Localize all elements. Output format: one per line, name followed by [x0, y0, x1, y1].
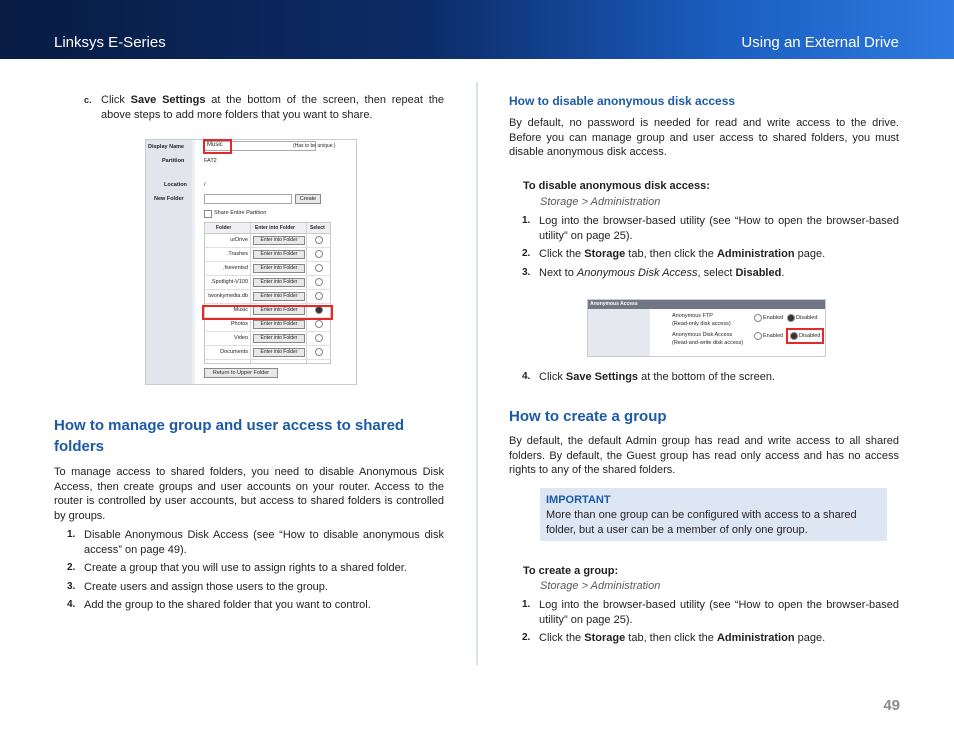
step-text: . [781, 266, 785, 279]
unique-note: (Has to be unique.) [293, 143, 336, 149]
create-button[interactable]: Create [295, 194, 321, 204]
step-text: tab, then click the [625, 632, 717, 645]
select-radio[interactable] [315, 348, 323, 356]
select-radio[interactable] [315, 278, 323, 286]
anonymous-access-screenshot [587, 299, 826, 357]
folder-name: .Trashes [226, 251, 248, 257]
enter-folder-button[interactable]: Enter into Folder [253, 348, 305, 357]
enter-folder-button[interactable]: Enter into Folder [253, 306, 305, 315]
step-number: 1. [522, 215, 531, 226]
enter-folder-button[interactable]: Enter into Folder [253, 292, 305, 301]
return-upper-button[interactable]: Return to Upper Folder [204, 368, 278, 378]
col-folder: Folder [216, 225, 232, 231]
step-number: 3. [67, 580, 76, 592]
step-text: page. [794, 632, 826, 645]
step-text: at the bottom of the screen. [638, 371, 775, 383]
step-number: 1. [67, 529, 76, 540]
select-radio[interactable] [315, 320, 323, 328]
manage-intro: To manage access to shared folders, you need to disable Anonymous Disk Access, then create groups and user accounts on your router. Access to the router is controlled by user accounts, but access to shared folders is controlled by groups. [54, 466, 444, 522]
step-c-pre: Click [101, 94, 131, 106]
folder-name: Documents [220, 349, 248, 355]
enter-folder-button[interactable]: Enter into Folder [253, 334, 305, 343]
step-text: Log into the browser-based utility (see “How to open the browser-based utility” on page 25). [539, 599, 899, 626]
list-item [509, 631, 899, 646]
folder-name: Video [234, 335, 248, 341]
ftp-sub: (Read-only disk access) [672, 321, 731, 327]
important-title: IMPORTANT [546, 494, 611, 506]
create-group-intro: By default, the default Admin group has read and write access to all shared folders. By default, the Guest group has read only access and has no access rights to any of the shared folders. [509, 435, 899, 477]
disk-enabled-radio[interactable] [754, 332, 762, 340]
step-c [54, 93, 444, 122]
list-item [54, 580, 444, 595]
step-text: Disable Anonymous Disk Access (see “How to disable anonymous disk access” on page 49). [84, 529, 444, 556]
disable-path: Storage > Administration [540, 196, 661, 208]
enter-folder-button[interactable]: Enter into Folder [253, 250, 305, 259]
list-item [54, 528, 444, 557]
step-bold: Disabled [735, 266, 782, 279]
list-item [509, 598, 899, 627]
step-number: 1. [522, 599, 531, 610]
list-item [509, 247, 899, 262]
music-row-highlight [202, 305, 333, 320]
disk-sub: (Read-and-write disk access) [672, 340, 744, 346]
step-text: Click [539, 371, 566, 383]
display-name-highlight [203, 139, 232, 154]
table-row [205, 345, 330, 360]
list-item [509, 370, 899, 385]
enter-folder-button[interactable]: Enter into Folder [253, 278, 305, 287]
table-row [205, 247, 330, 262]
step-text: Create a group that you will use to assign rights to a shared folder. [84, 562, 407, 575]
step-text: Next to [539, 266, 577, 279]
select-radio[interactable] [315, 236, 323, 244]
important-note [540, 488, 887, 541]
step-number: 2. [522, 632, 531, 644]
table-row [205, 289, 330, 304]
band-label: Anonymous Access [590, 301, 638, 307]
step-c-bold: Save Settings [130, 94, 206, 106]
select-radio[interactable] [315, 292, 323, 300]
folder-name: Music [233, 307, 248, 313]
ftp-disabled-label: Disabled [796, 315, 818, 321]
partition-value: FAT2 [204, 158, 217, 164]
step-bold: Storage [584, 632, 626, 645]
list-item [54, 598, 444, 613]
select-radio[interactable] [315, 250, 323, 258]
header-left-title: Linksys E-Series [54, 34, 166, 51]
step-italic: Anonymous Disk Access [576, 266, 698, 279]
enter-folder-button[interactable]: Enter into Folder [253, 236, 305, 245]
step-number: 3. [522, 266, 531, 278]
step-text: page. [794, 248, 826, 261]
disable-steps-cont [509, 370, 899, 389]
folder-name: .Spotlight-V100 [210, 279, 248, 285]
location-value: / [204, 182, 206, 188]
ftp-enabled-radio[interactable] [754, 314, 762, 322]
disk-label: Anonymous Disk Access [672, 332, 733, 338]
list-item [509, 266, 899, 281]
screenshot-main [195, 140, 356, 384]
step-text: , select [697, 266, 736, 279]
step-number: 4. [67, 599, 76, 611]
column-divider [476, 82, 478, 665]
ftp-enabled-label: Enabled [763, 315, 784, 321]
step-number: 2. [522, 248, 531, 260]
important-body: More than one group can be configured with access to a shared folder, but a user can be a member of only one group. [546, 509, 857, 536]
list-item [54, 561, 444, 576]
folder-name: Photos [230, 321, 248, 327]
step-number: 4. [522, 371, 531, 382]
create-group-heading: How to create a group [509, 408, 667, 425]
disabled-highlight [786, 328, 824, 344]
step-text: Add the group to the shared folder that you want to control. [84, 599, 371, 612]
table-row [205, 261, 330, 276]
folder-name: .fseventsd [222, 265, 248, 271]
share-entire-label: Share Entire Partition [214, 210, 267, 216]
ftp-label: Anonymous FTP [672, 313, 713, 319]
shared-folder-screenshot [145, 139, 357, 385]
disable-steps [509, 214, 899, 284]
table-row [205, 331, 330, 346]
new-folder-input[interactable] [204, 194, 292, 204]
step-c-post: at the bottom of the screen, then repeat the above steps to add more folders that you want to share. [101, 94, 445, 121]
select-radio[interactable] [315, 334, 323, 342]
manage-heading: How to manage group and user access to shared folders [54, 417, 405, 455]
list-item [509, 214, 899, 243]
step-bold: Storage [584, 248, 626, 261]
folder-name: urDrive [230, 237, 248, 243]
step-text: tab, then click the [625, 248, 717, 261]
screenshot2-band [588, 300, 825, 309]
col-select: Select [310, 225, 325, 231]
step-bold: Save Settings [565, 371, 639, 383]
disable-heading: How to disable anonymous disk access [509, 94, 736, 108]
label-display-name: Display Name [148, 144, 185, 150]
step-text: Create users and assign those users to the group. [84, 580, 328, 593]
page-header [0, 0, 954, 59]
label-new-folder: New Folder [154, 196, 184, 202]
enter-folder-button[interactable]: Enter into Folder [253, 320, 305, 329]
ftp-disabled-radio[interactable] [787, 314, 795, 322]
label-location: Location [164, 182, 187, 188]
table-row [205, 275, 330, 290]
folder-table [204, 222, 331, 364]
step-text: Log into the browser-based utility (see “How to open the browser-based utility” on page 25). [539, 215, 899, 242]
disable-subheading: To disable anonymous disk access: [523, 180, 710, 192]
select-radio[interactable] [315, 264, 323, 272]
enter-folder-button[interactable]: Enter into Folder [253, 264, 305, 273]
step-number: 2. [67, 562, 76, 574]
display-name-value: Music [207, 142, 223, 148]
step-text: Click the [539, 632, 585, 645]
page-number: 49 [883, 697, 900, 714]
share-entire-checkbox[interactable] [204, 210, 212, 218]
disable-intro: By default, no password is needed for read and write access to the drive. Before you can manage group and user access to shared folders, you must disable anonymous disk access. [509, 117, 899, 159]
header-right-title: Using an External Drive [741, 34, 899, 51]
table-row [205, 233, 330, 248]
create-group-path: Storage > Administration [540, 580, 661, 592]
create-group-subheading: To create a group: [523, 565, 619, 577]
disk-enabled-label: Enabled [763, 333, 784, 339]
step-bold: Administration [716, 632, 795, 645]
folder-name: twonkymedia.db [208, 293, 248, 299]
screenshot-sidebar [146, 140, 192, 384]
col-enter: Enter into Folder [255, 225, 295, 231]
label-partition: Partition [162, 158, 185, 164]
manage-steps [54, 528, 444, 617]
step-bold: Administration [716, 248, 795, 261]
disk-disabled-label: Disabled [799, 333, 821, 339]
step-text: Click the [539, 248, 585, 261]
step-c-marker: c. [84, 95, 92, 105]
create-group-steps [509, 598, 899, 650]
